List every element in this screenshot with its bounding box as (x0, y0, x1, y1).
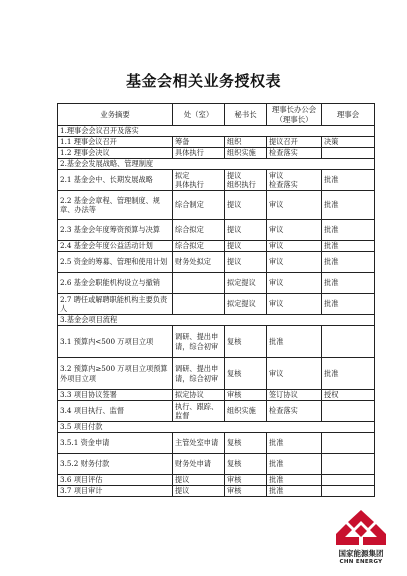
cell-department: 筹备 (173, 137, 225, 148)
cell-summary: 2.4 基金会年度公益活动计划 (58, 241, 173, 252)
cell-chairman-office: 审议 (267, 220, 322, 241)
logo-name-cn: 国家能源集团 (338, 549, 384, 558)
cell-department: 综合拟定 (173, 241, 225, 252)
cell-summary: 1.2 理事会决议 (58, 148, 173, 159)
cell-secretary-general: 提议 (225, 252, 267, 273)
cell-department: 调研、提出申请，综合初审 (173, 358, 225, 390)
cell-secretary-general: 提议 (225, 241, 267, 252)
cell-secretary-general: 审核 (225, 390, 267, 401)
cell-council (322, 475, 375, 486)
cell-department: 财务处申请 (173, 454, 225, 475)
table-section-row (58, 315, 375, 326)
cell-chairman-office: 批准 (267, 475, 322, 486)
table-row (58, 252, 375, 273)
authorization-table (57, 103, 375, 497)
table-row (58, 294, 375, 315)
cell-chairman-office: 签订协议 (267, 390, 322, 401)
logo-name-en: CHN ENERGY (339, 559, 383, 565)
table-section-row (58, 422, 375, 433)
cell-summary: 2.1 基金会中、长期发展战略 (58, 170, 173, 191)
cell-department: 拟定协议 (173, 390, 225, 401)
cell-summary: 3.2 预算内≥500 万项目立项预算外项目立项 (58, 358, 173, 390)
cell-summary: 3.5.1 资金申请 (58, 433, 173, 454)
cell-department: 财务处拟定 (173, 252, 225, 273)
cell-summary: 3.5.2 财务付款 (58, 454, 173, 475)
header-chairman-office: 理事长办公会（理事长） (267, 104, 322, 126)
cell-council: 批准 (322, 294, 375, 315)
cell-council: 批准 (322, 170, 375, 191)
cell-chairman-office: 批准 (267, 454, 322, 475)
cell-council: 授权 (322, 390, 375, 401)
table-row (58, 390, 375, 401)
cell-council: 批准 (322, 241, 375, 252)
cell-council: 批准 (322, 358, 375, 390)
cell-council (322, 148, 375, 159)
cell-chairman-office: 审议 (267, 294, 322, 315)
cell-secretary-general: 拟定提议 (225, 294, 267, 315)
section-title: 3.基金会项目流程 (58, 315, 375, 326)
table-row (58, 220, 375, 241)
cell-secretary-general: 组织实施 (225, 401, 267, 422)
cell-council (322, 486, 375, 497)
cell-summary: 1.1 理事会议召开 (58, 137, 173, 148)
cell-council: 批准 (322, 191, 375, 220)
cell-department (173, 294, 225, 315)
table-row (58, 137, 375, 148)
cell-secretary-general: 提议 (225, 191, 267, 220)
cell-chairman-office: 审议 (267, 252, 322, 273)
table-section-row (58, 159, 375, 170)
section-title: 1.理事会会议召开及落实 (58, 126, 375, 137)
cell-chairman-office: 审议 检查落实 (267, 170, 322, 191)
cell-department: 综合制定 (173, 191, 225, 220)
table-row (58, 273, 375, 294)
cell-council: 决策 (322, 137, 375, 148)
cell-chairman-office: 审议 (267, 273, 322, 294)
section-title: 3.5 项目付款 (58, 422, 375, 433)
table-section-row (58, 126, 375, 137)
table-header-row (58, 104, 375, 126)
cell-secretary-general: 复核 (225, 326, 267, 358)
cell-chairman-office: 批准 (267, 486, 322, 497)
cell-chairman-office: 审议 (267, 241, 322, 252)
cell-council (322, 326, 375, 358)
table-row (58, 454, 375, 475)
cell-summary: 2.7 聘任或解聘职能机构主要负责人 (58, 294, 173, 315)
cell-summary: 2.6 基金会职能机构设立与撤销 (58, 273, 173, 294)
cell-summary: 3.1 预算内<500 万项目立项 (58, 326, 173, 358)
cell-chairman-office: 批准 (267, 326, 322, 358)
cell-department: 提议 (173, 486, 225, 497)
cell-department: 综合拟定 (173, 220, 225, 241)
cell-department: 具体执行 (173, 148, 225, 159)
table-row (58, 191, 375, 220)
cell-chairman-office: 审议 (267, 358, 322, 390)
cell-chairman-office: 审议 (267, 191, 322, 220)
cell-council: 批准 (322, 220, 375, 241)
page-title: 基金会相关业务授权表 (125, 72, 281, 90)
header-council: 理事会 (322, 104, 375, 126)
section-title: 2.基金会发展战略、管理制度 (58, 159, 375, 170)
cell-summary: 3.4 项目执行、监督 (58, 401, 173, 422)
header-summary: 业务摘要 (58, 104, 173, 126)
cell-secretary-general: 提议 (225, 220, 267, 241)
cell-summary: 3.6 项目评估 (58, 475, 173, 486)
table-row (58, 170, 375, 191)
cell-secretary-general: 复核 (225, 433, 267, 454)
cell-chairman-office: 检查落实 (267, 401, 322, 422)
cell-department: 执行、跟踪、监督 (173, 401, 225, 422)
cell-summary: 3.7 项目审计 (58, 486, 173, 497)
cell-council (322, 401, 375, 422)
cell-summary: 2.5 资金的筹募、管理和使用计划 (58, 252, 173, 273)
chn-energy-logo (322, 508, 400, 572)
cell-secretary-general: 审核 (225, 486, 267, 497)
table-row (58, 486, 375, 497)
cell-council (322, 433, 375, 454)
table-row (58, 475, 375, 486)
cell-secretary-general: 提议 组织执行 (225, 170, 267, 191)
chn-energy-emblem-icon (322, 508, 400, 548)
cell-secretary-general: 复核 (225, 454, 267, 475)
cell-summary: 2.2 基金会章程、管理制度、规章、办法等 (58, 191, 173, 220)
cell-department: 主管处室申请 (173, 433, 225, 454)
cell-department (173, 273, 225, 294)
cell-department: 调研、提出申请，综合初审 (173, 326, 225, 358)
table-row (58, 401, 375, 422)
header-secretary-general: 秘书长 (225, 104, 267, 126)
cell-department: 拟定 具体执行 (173, 170, 225, 191)
table-row (58, 433, 375, 454)
cell-chairman-office: 批准 (267, 433, 322, 454)
cell-summary: 2.3 基金会年度筹资预算与决算 (58, 220, 173, 241)
table-row (58, 326, 375, 358)
header-department: 处（室） (173, 104, 225, 126)
cell-council: 批准 (322, 252, 375, 273)
table-row (58, 241, 375, 252)
cell-chairman-office: 提议召开 (267, 137, 322, 148)
table-row (58, 358, 375, 390)
cell-council: 批准 (322, 273, 375, 294)
cell-secretary-general: 组织实施 (225, 148, 267, 159)
cell-secretary-general: 审核 (225, 475, 267, 486)
cell-chairman-office: 检查落实 (267, 148, 322, 159)
cell-council (322, 454, 375, 475)
cell-secretary-general: 复核 (225, 358, 267, 390)
cell-secretary-general: 组织 (225, 137, 267, 148)
cell-summary: 3.3 项目协议签署 (58, 390, 173, 401)
table-row (58, 148, 375, 159)
cell-department: 提议 (173, 475, 225, 486)
cell-secretary-general: 拟定提议 (225, 273, 267, 294)
